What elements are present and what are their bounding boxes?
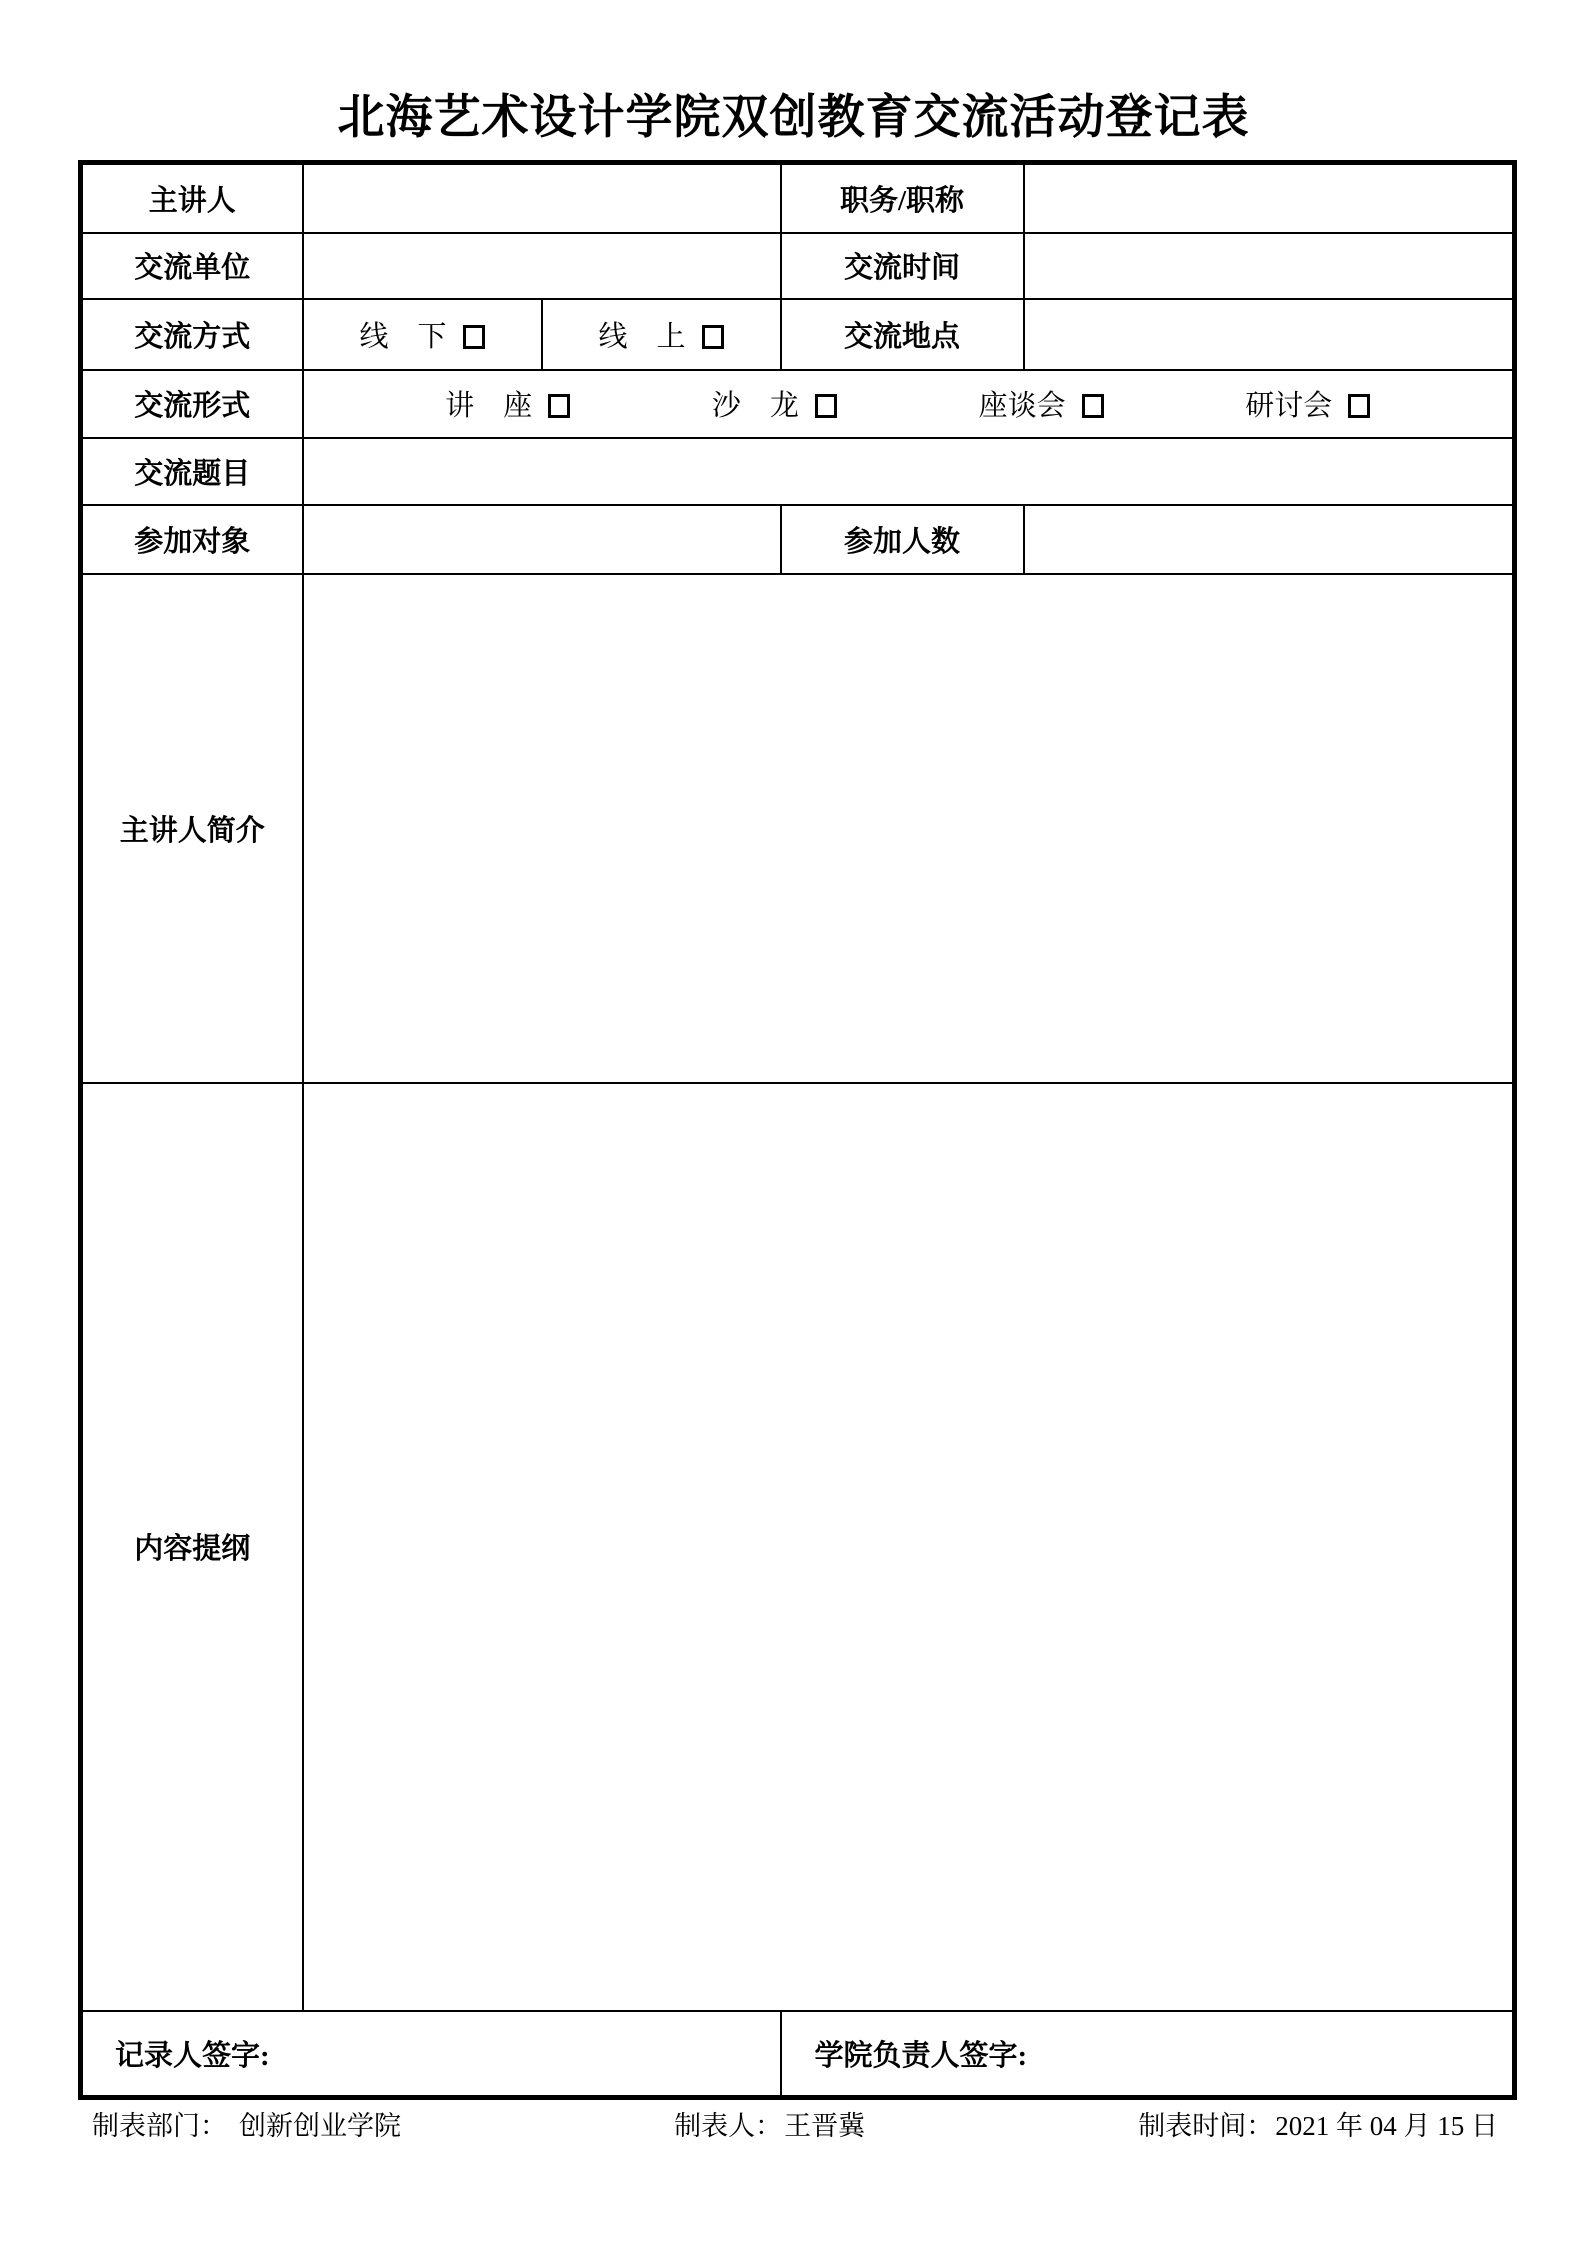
org-label: 交流单位 <box>81 233 303 299</box>
row-mode <box>81 299 1515 370</box>
format-option-seminar <box>1245 383 1370 424</box>
row-topic <box>81 438 1515 505</box>
speaker-label: 主讲人 <box>81 163 303 233</box>
audience-label: 参加对象 <box>81 505 303 574</box>
org-field[interactable] <box>303 233 781 299</box>
title-label: 职务/职称 <box>781 163 1024 233</box>
dept-value: 创新创业学院 <box>239 2111 401 2141</box>
seminar-checkbox[interactable] <box>1348 394 1370 418</box>
symposium-option-label: 座谈会 <box>978 390 1066 422</box>
row-org <box>81 233 1515 299</box>
format-option-lecture <box>445 383 570 424</box>
format-option-symposium <box>979 383 1104 424</box>
recorder-signature-cell[interactable] <box>81 2011 781 2098</box>
row-signatures <box>81 2011 1515 2098</box>
footer-date <box>1138 2104 1498 2143</box>
recorder-signature-label: 记录人签字: <box>115 2039 270 2072</box>
format-label: 交流形式 <box>81 370 303 438</box>
dean-signature-label: 学院负责人签字: <box>814 2039 1028 2072</box>
lecture-checkbox[interactable] <box>548 394 570 418</box>
row-audience <box>81 505 1515 574</box>
audience-field[interactable] <box>303 505 781 574</box>
offline-checkbox[interactable] <box>463 325 485 349</box>
outline-label: 内容提纲 <box>81 1083 303 2011</box>
symposium-checkbox[interactable] <box>1082 394 1104 418</box>
offline-option-label: 线 下 <box>359 320 447 353</box>
date-value: 2021 年 04 月 15 日 <box>1275 2111 1498 2141</box>
title-field[interactable] <box>1024 163 1515 233</box>
format-options-cell <box>303 370 1515 438</box>
dean-signature-cell[interactable] <box>781 2011 1515 2098</box>
row-bio <box>81 574 1515 1083</box>
salon-checkbox[interactable] <box>815 394 837 418</box>
form-footer <box>78 2104 1512 2143</box>
mode-option-online <box>542 299 781 370</box>
topic-field[interactable] <box>303 438 1515 505</box>
count-field[interactable] <box>1024 505 1515 574</box>
speaker-field[interactable] <box>303 163 781 233</box>
lecture-option-label: 讲 座 <box>445 390 533 422</box>
row-outline <box>81 1083 1515 2011</box>
footer-maker <box>674 2104 865 2143</box>
row-speaker <box>81 163 1515 233</box>
topic-label: 交流题目 <box>81 438 303 505</box>
bio-label: 主讲人简介 <box>81 574 303 1083</box>
time-field[interactable] <box>1024 233 1515 299</box>
mode-option-offline <box>303 299 542 370</box>
online-checkbox[interactable] <box>702 325 724 349</box>
seminar-option-label: 研讨会 <box>1245 390 1333 422</box>
bio-field[interactable] <box>303 574 1515 1083</box>
outline-field[interactable] <box>303 1083 1515 2011</box>
online-option-label: 线 上 <box>598 320 686 353</box>
dept-label: 制表部门： <box>92 2111 227 2141</box>
maker-value: 王晋冀 <box>784 2111 866 2141</box>
salon-option-label: 沙 龙 <box>711 390 799 422</box>
location-label: 交流地点 <box>781 299 1024 370</box>
format-option-salon <box>712 383 837 424</box>
count-label: 参加人数 <box>781 505 1024 574</box>
row-format <box>81 370 1515 438</box>
time-label: 交流时间 <box>781 233 1024 299</box>
registration-table <box>78 160 1517 2100</box>
maker-label: 制表人： <box>674 2111 783 2141</box>
footer-dept <box>92 2104 401 2143</box>
date-label: 制表时间： <box>1138 2111 1274 2141</box>
location-field[interactable] <box>1024 299 1515 370</box>
format-options-row <box>304 383 1513 424</box>
mode-label: 交流方式 <box>81 299 303 370</box>
form-title: 北海艺术设计学院双创教育交流活动登记表 <box>337 92 1250 144</box>
